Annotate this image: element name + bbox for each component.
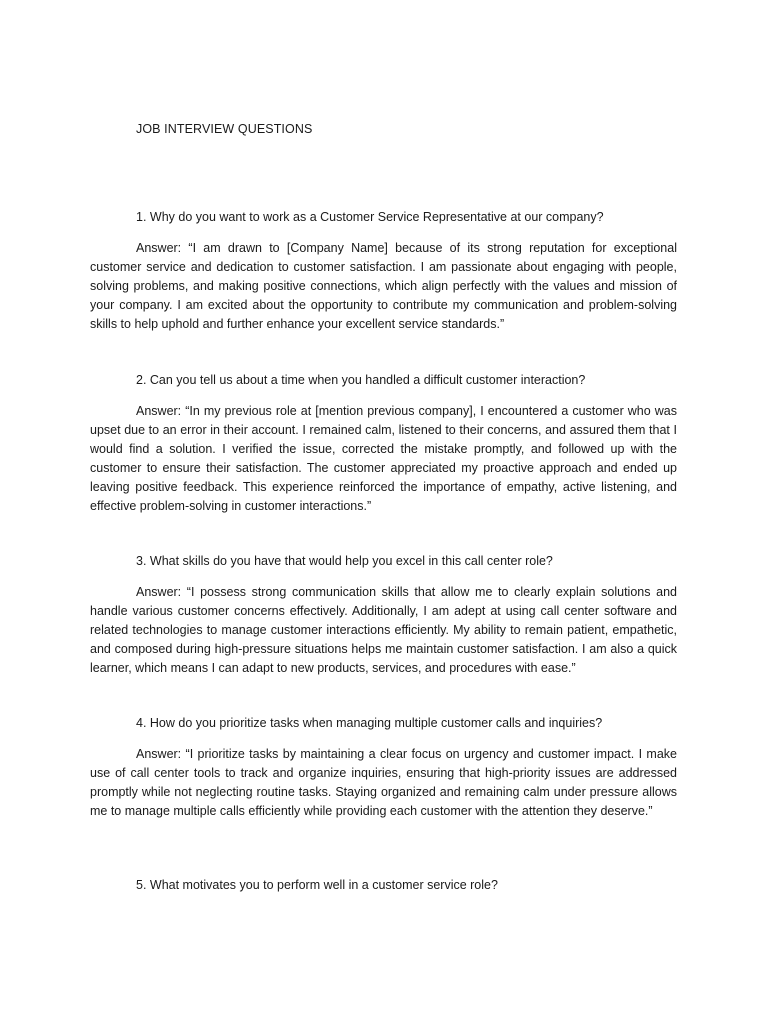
- qa-item-2: [90, 371, 677, 516]
- question-4: 4. How do you prioritize tasks when managing multiple customer calls and inquiries?: [136, 716, 603, 730]
- answer-4: Answer: “I prioritize tasks by maintaining a clear focus on urgency and customer impact. I make use of call center tools to track and organize inquiries, ensuring that high-priority issues are addressed promptly while not neglecting routine tasks. Staying organized and remaining calm under pressure allows me to manage multiple calls efficiently while providing each customer with the attention they deserve.”: [90, 747, 677, 818]
- answer-1: Answer: “I am drawn to [Company Name] because of its strong reputation for exceptional customer service and dedication to customer satisfaction. I am passionate about engaging with people, solving problems, and making positive connections, which align perfectly with the values and mission of your company. I am excited about the opportunity to contribute my communication and problem-solving skills to help uphold and further enhance your excellent service standards.”: [90, 241, 677, 331]
- question-1: 1. Why do you want to work as a Customer Service Representative at our company?: [136, 210, 604, 224]
- qa-item-1: [90, 208, 677, 334]
- qa-item-3: [90, 552, 677, 678]
- qa-item-5: [90, 876, 677, 895]
- qa-item-4: [90, 714, 677, 821]
- answer-2: Answer: “In my previous role at [mention previous company], I encountered a customer who was upset due to an error in their account. I remained calm, listened to their concerns, and assured them that I would find a solution. I verified the issue, corrected the mistake promptly, and followed up with the customer to ensure their satisfaction. The customer appreciated my proactive approach and ended up leaving positive feedback. This experience reinforced the importance of empathy, active listening, and effective problem-solving in customer interactions.”: [90, 404, 677, 513]
- document-title: JOB INTERVIEW QUESTIONS: [136, 122, 313, 136]
- question-2: 2. Can you tell us about a time when you handled a difficult customer interaction?: [136, 373, 586, 387]
- question-5: 5. What motivates you to perform well in a customer service role?: [136, 878, 498, 892]
- question-3: 3. What skills do you have that would help you excel in this call center role?: [136, 554, 553, 568]
- answer-3: Answer: “I possess strong communication skills that allow me to clearly explain solutions and handle various customer concerns effectively. Additionally, I am adept at using call center software and related technologies to manage customer interactions efficiently. My ability to remain patient, empathetic, and composed during high-pressure situations helps me maintain customer satisfaction. I am also a quick learner, which means I can adapt to new products, services, and procedures with ease.”: [90, 585, 677, 675]
